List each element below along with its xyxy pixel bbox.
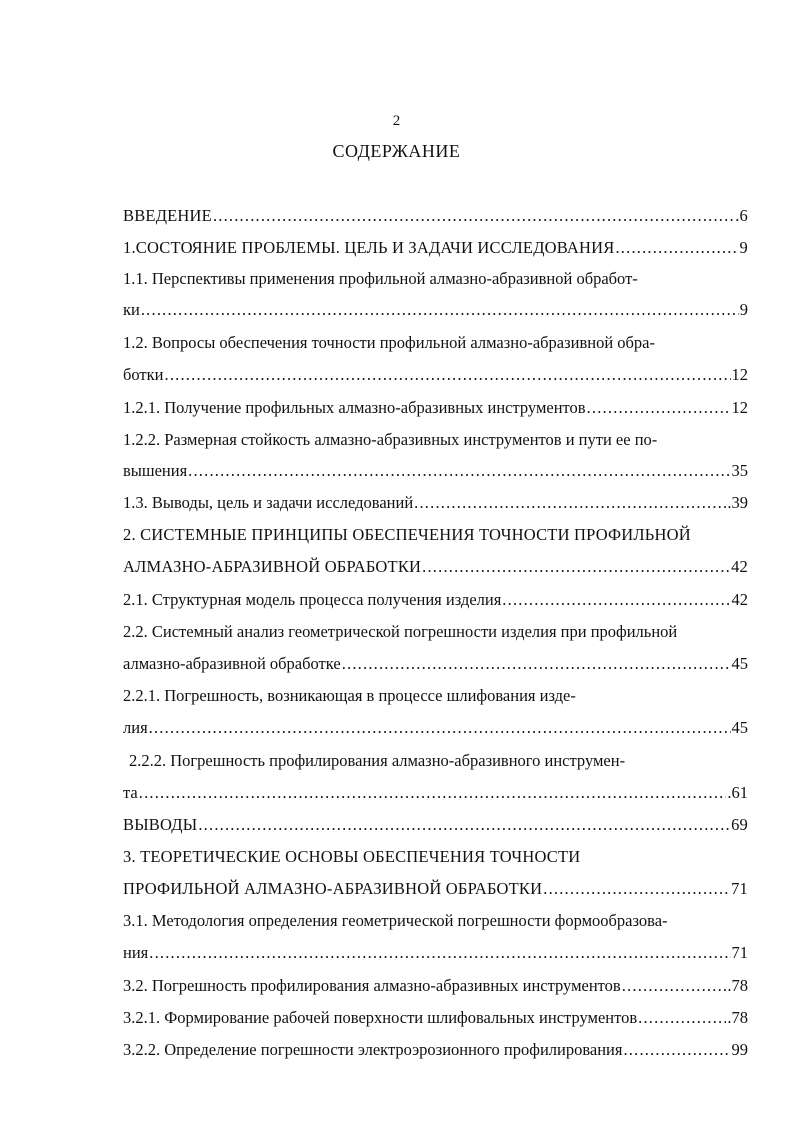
toc-page-number: .61 (727, 783, 748, 802)
toc-leader-dots (623, 1039, 730, 1061)
toc-entry-1-2-line1: 1.2. Вопросы обеспечения точности профильной алмазно-абразивной обра- (123, 333, 655, 352)
toc-entry-conclusions (123, 814, 748, 836)
toc-entry-title: ния (123, 943, 149, 962)
toc-entry-title: ПРОФИЛЬНОЙ АЛМАЗНО-АБРАЗИВНОЙ ОБРАБОТКИ (123, 879, 543, 898)
toc-entry-title: ботки (123, 365, 164, 384)
toc-entry-title: лия (123, 718, 148, 737)
toc-entry-title: ВВЕДЕНИЕ (123, 206, 212, 225)
toc-leader-dots (587, 397, 731, 419)
toc-page-number: 71 (731, 879, 748, 898)
toc-leader-dots (149, 942, 730, 964)
toc-entry-3-2-1 (123, 1007, 748, 1029)
toc-entry-title: ВЫВОДЫ (123, 815, 198, 834)
toc-entry-2-2 (123, 653, 748, 675)
toc-entry-2-2-line1: 2.2. Системный анализ геометрической погрешности изделия при профильной (123, 622, 678, 641)
toc-page-number: 45 (731, 718, 748, 737)
toc-page-number: 42 (731, 557, 748, 576)
toc-page-number: 99 (731, 1040, 748, 1059)
toc-leader-dots (615, 237, 738, 259)
toc-entry-1-2 (123, 364, 748, 386)
toc-entry-title: 3.2.2. Определение погрешности электроэрозионного профилирования (123, 1040, 623, 1059)
toc-page-number: 35 (731, 461, 748, 480)
toc-leader-dots (139, 782, 727, 804)
toc-entry-title: алмазно-абразивной обработке (123, 654, 341, 673)
toc-leader-dots (422, 556, 730, 578)
toc-entry-title: 3.2.1. Формирование рабочей поверхности шлифовальных инструментов (123, 1008, 638, 1027)
toc-page-number: .78 (727, 976, 748, 995)
toc-page-number: 45 (731, 654, 748, 673)
toc-entry-chapter-2 (123, 556, 748, 578)
toc-leader-dots (149, 717, 731, 739)
toc-entry-2-1 (123, 589, 748, 611)
toc-entry-3-2 (123, 975, 748, 997)
toc-entry-1-1-line1: 1.1. Перспективы применения профильной алмазно-абразивной обработ- (123, 269, 638, 288)
toc-entry-title: 1.2.1. Получение профильных алмазно-абразивных инструментов (123, 398, 586, 417)
toc-entry-title: 3.2. Погрешность профилирования алмазно-абразивных инструментов (123, 976, 621, 995)
toc-page-number: 9 (739, 238, 748, 257)
toc-leader-dots (638, 1007, 726, 1029)
toc-entry-1-2-1 (123, 397, 748, 419)
toc-entry-title: та (123, 783, 138, 802)
toc-page-number: 42 (731, 590, 748, 609)
toc-entry-1-1 (123, 299, 748, 321)
toc-leader-dots (502, 589, 730, 611)
toc-page-number: 69 (731, 815, 748, 834)
page-number: 2 (392, 113, 401, 129)
toc-leader-dots (213, 205, 734, 227)
toc-leader-dots (198, 814, 730, 836)
toc-page-number: .39 (727, 493, 748, 512)
toc-leader-dots (543, 878, 730, 900)
toc-page-number: .78 (727, 1008, 748, 1027)
toc-entry-chapter-3 (123, 878, 748, 900)
toc-entry-1-2-2 (123, 460, 748, 482)
toc-entry-2-2-1-line1: 2.2.1. Погрешность, возникающая в процессе шлифования изде- (123, 686, 576, 705)
toc-entry-2-2-2-line1: 2.2.2. Погрешность профилирования алмазно-абразивного инструмен- (129, 751, 626, 770)
toc-leader-dots (414, 492, 726, 514)
toc-entry-title: АЛМАЗНО-АБРАЗИВНОЙ ОБРАБОТКИ (123, 557, 422, 576)
toc-page-number: .6 (735, 206, 748, 225)
toc-entry-3-1-line1: 3.1. Методология определения геометрической погрешности формообразова- (123, 911, 668, 930)
toc-entry-introduction (123, 205, 748, 227)
toc-entry-1-2-2-line1: 1.2.2. Размерная стойкость алмазно-абразивных инструментов и пути ее по- (123, 430, 658, 449)
toc-entry-title: вышения (123, 461, 188, 480)
toc-entry-title: 1.3. Выводы, цель и задачи исследований (123, 493, 414, 512)
toc-leader-dots (622, 975, 727, 997)
toc-leader-dots (342, 653, 731, 675)
toc-page-number: 12 (731, 398, 748, 417)
toc-entry-1-3 (123, 492, 748, 514)
toc-entry-2-2-2 (123, 782, 748, 804)
toc-entry-chapter-3-line1: 3. ТЕОРЕТИЧЕСКИЕ ОСНОВЫ ОБЕСПЕЧЕНИЯ ТОЧНОСТИ (123, 847, 581, 866)
toc-entry-3-2-2 (123, 1039, 748, 1061)
toc-entry-title: ки (123, 300, 140, 319)
toc-entry-title: 2.1. Структурная модель процесса получения изделия (123, 590, 502, 609)
toc-entry-3-1 (123, 942, 748, 964)
toc-entry-2-2-1 (123, 717, 748, 739)
toc-entry-title: 1.СОСТОЯНИЕ ПРОБЛЕМЫ. ЦЕЛЬ И ЗАДАЧИ ИССЛЕДОВАНИЯ (123, 238, 615, 257)
toc-leader-dots (141, 299, 739, 321)
page-title: СОДЕРЖАНИЕ (332, 141, 461, 161)
toc-page-number: 71 (731, 943, 748, 962)
toc-page-number: 9 (739, 300, 748, 319)
toc-leader-dots (188, 460, 730, 482)
toc-entry-chapter-2-line1: 2. СИСТЕМНЫЕ ПРИНЦИПЫ ОБЕСПЕЧЕНИЯ ТОЧНОСТИ ПРОФИЛЬНОЙ (123, 525, 691, 544)
toc-entry-chapter-1 (123, 237, 748, 259)
toc-leader-dots (165, 364, 731, 386)
toc-page-number: 12 (731, 365, 748, 384)
